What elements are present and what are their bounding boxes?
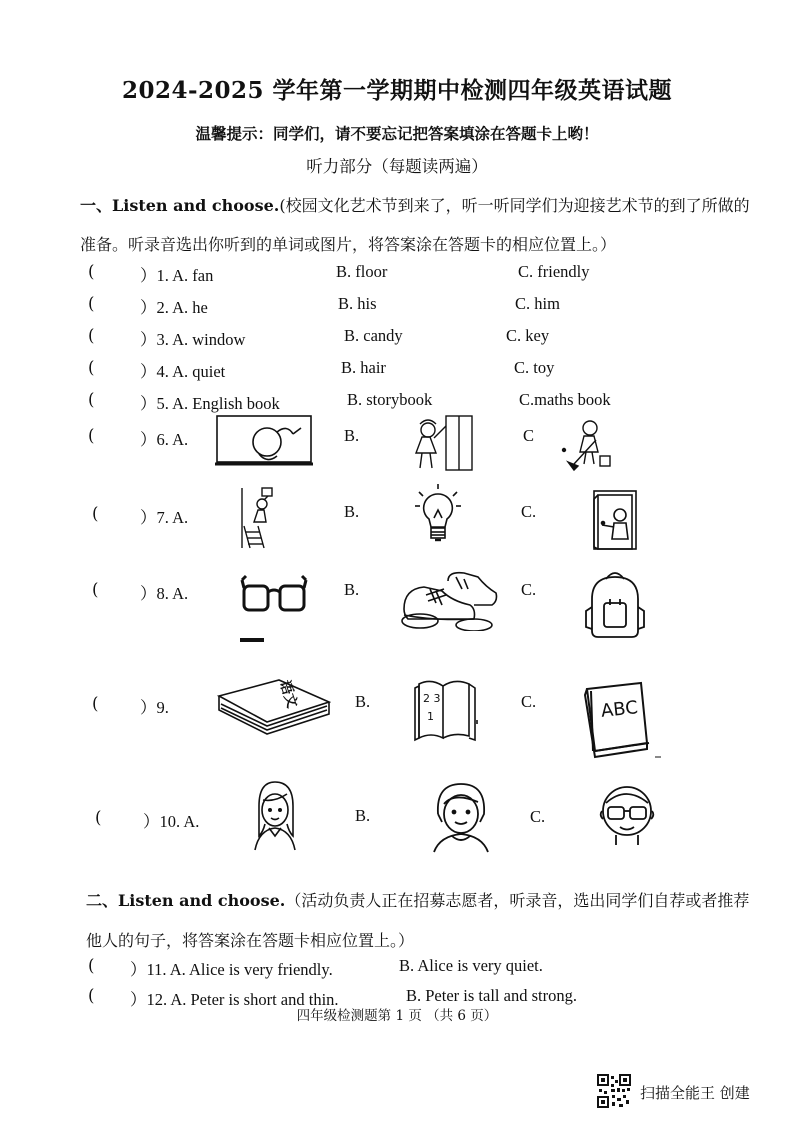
scanner-stamp: 扫描全能王 创建	[640, 1084, 750, 1102]
listening-header: 听力部分（每题读两遍）	[306, 157, 488, 176]
question-4-option-b: B. hair	[341, 358, 386, 377]
question-5-option-b: B. storybook	[347, 390, 433, 409]
section1-title: 一、Listen and choose.	[80, 196, 280, 215]
section2-heading	[86, 888, 749, 911]
shoes-icon	[400, 571, 498, 631]
question-6-label-b: B.	[344, 426, 360, 445]
answer-paren: (	[88, 262, 95, 281]
question-8-label-a: ）8. A.	[140, 584, 189, 603]
answer-paren: (	[92, 580, 99, 599]
cleaning-window-icon	[400, 412, 478, 472]
girl-short-hair-icon	[426, 782, 496, 854]
page-footer: 四年级检测题第 1 页 （共 6 页）	[296, 1008, 498, 1024]
question-11-option-a: ）11. A. Alice is very friendly.	[130, 960, 333, 979]
question-9-label-c: C.	[521, 692, 537, 711]
question-7-label-a: ）7. A.	[140, 508, 189, 527]
open-door-icon	[592, 489, 638, 551]
drawing-on-blackboard-icon	[215, 414, 313, 466]
question-9-number: ）9.	[140, 698, 169, 717]
answer-paren: (	[95, 808, 102, 827]
question-9-label-b: B.	[355, 692, 371, 711]
question-10-label-c: C.	[530, 807, 546, 826]
question-2-option-b: B. his	[338, 294, 377, 313]
maths-book-icon	[413, 676, 479, 742]
english-book-icon	[583, 681, 661, 765]
answer-paren: (	[88, 986, 95, 1005]
question-10-label-b: B.	[355, 806, 371, 825]
question-2-option-a: ）2. A. he	[140, 298, 208, 317]
question-8-label-b: B.	[344, 580, 360, 599]
section2-desc-line2: 他人的句子，将答案涂在答题卡相应位置上。）	[86, 931, 415, 950]
question-1-option-b: B. floor	[336, 262, 388, 281]
question-11-option-b: B. Alice is very quiet.	[399, 956, 543, 975]
boy-glasses-icon	[598, 781, 656, 847]
exam-tip: 温馨提示：同学们，请不要忘记把答案填涂在答题卡上哟！	[195, 124, 599, 143]
light-bulb-icon	[413, 484, 463, 546]
question-3-option-c: C. key	[506, 326, 550, 345]
book-cover-text: 语文	[276, 678, 300, 711]
answer-paren: (	[88, 358, 95, 377]
question-8-label-c: C.	[521, 580, 537, 599]
answer-paren: (	[88, 326, 95, 345]
answer-paren: (	[92, 694, 99, 713]
question-6-label-a: ）6. A.	[140, 430, 189, 449]
book-number-text: 2 3	[423, 692, 441, 705]
page-title: 2024-2025 学年第一学期期中检测四年级英语试题	[121, 77, 673, 104]
backpack-icon	[584, 569, 646, 639]
question-1-option-a: ）1. A. fan	[140, 266, 214, 285]
question-1-option-c: C. friendly	[518, 262, 590, 281]
question-7-label-b: B.	[344, 502, 360, 521]
answer-paren: (	[88, 956, 95, 975]
question-2-option-c: C. him	[515, 294, 560, 313]
section2-title: 二、Listen and choose.	[86, 891, 286, 910]
question-12-option-a: ）12. A. Peter is short and thin.	[130, 990, 339, 1009]
answer-paren: (	[92, 504, 99, 523]
question-12-option-b: B. Peter is tall and strong.	[406, 986, 577, 1005]
ladder-climbing-icon	[240, 486, 280, 550]
book-cover-text: ABC	[600, 697, 639, 722]
section1-heading	[80, 193, 750, 216]
chinese-book-icon	[215, 678, 331, 740]
section1-desc-line1: (校园文化艺术节到来了，听一听同学们为迎接艺术节的到了所做的	[279, 196, 750, 215]
girl-long-hair-icon	[247, 780, 303, 852]
book-number-text-2: 1	[427, 710, 434, 723]
question-3-option-a: ）3. A. window	[140, 330, 246, 349]
question-7-label-c: C.	[521, 502, 537, 521]
question-4-option-c: C. toy	[514, 358, 555, 377]
answer-paren: (	[88, 390, 95, 409]
answer-paren: (	[88, 426, 95, 445]
sweeping-floor-icon	[560, 416, 616, 472]
qr-code-icon	[597, 1074, 631, 1108]
section2-desc-line1: （活动负责人正在招募志愿者，听录音，选出同学们自荐或者推荐	[285, 891, 750, 910]
question-6-label-c: C	[523, 426, 535, 445]
question-5-option-a: ）5. A. English book	[140, 394, 280, 413]
glasses-icon	[240, 574, 308, 646]
question-4-option-a: ）4. A. quiet	[140, 362, 226, 381]
question-5-option-c: C.maths book	[519, 390, 611, 409]
question-10-label-a: ）10. A.	[143, 812, 200, 831]
answer-paren: (	[88, 294, 95, 313]
section1-desc-line2: 准备。听录音选出你听到的单词或图片，将答案涂在答题卡的相应位置上。）	[80, 235, 617, 254]
question-3-option-b: B. candy	[344, 326, 403, 345]
